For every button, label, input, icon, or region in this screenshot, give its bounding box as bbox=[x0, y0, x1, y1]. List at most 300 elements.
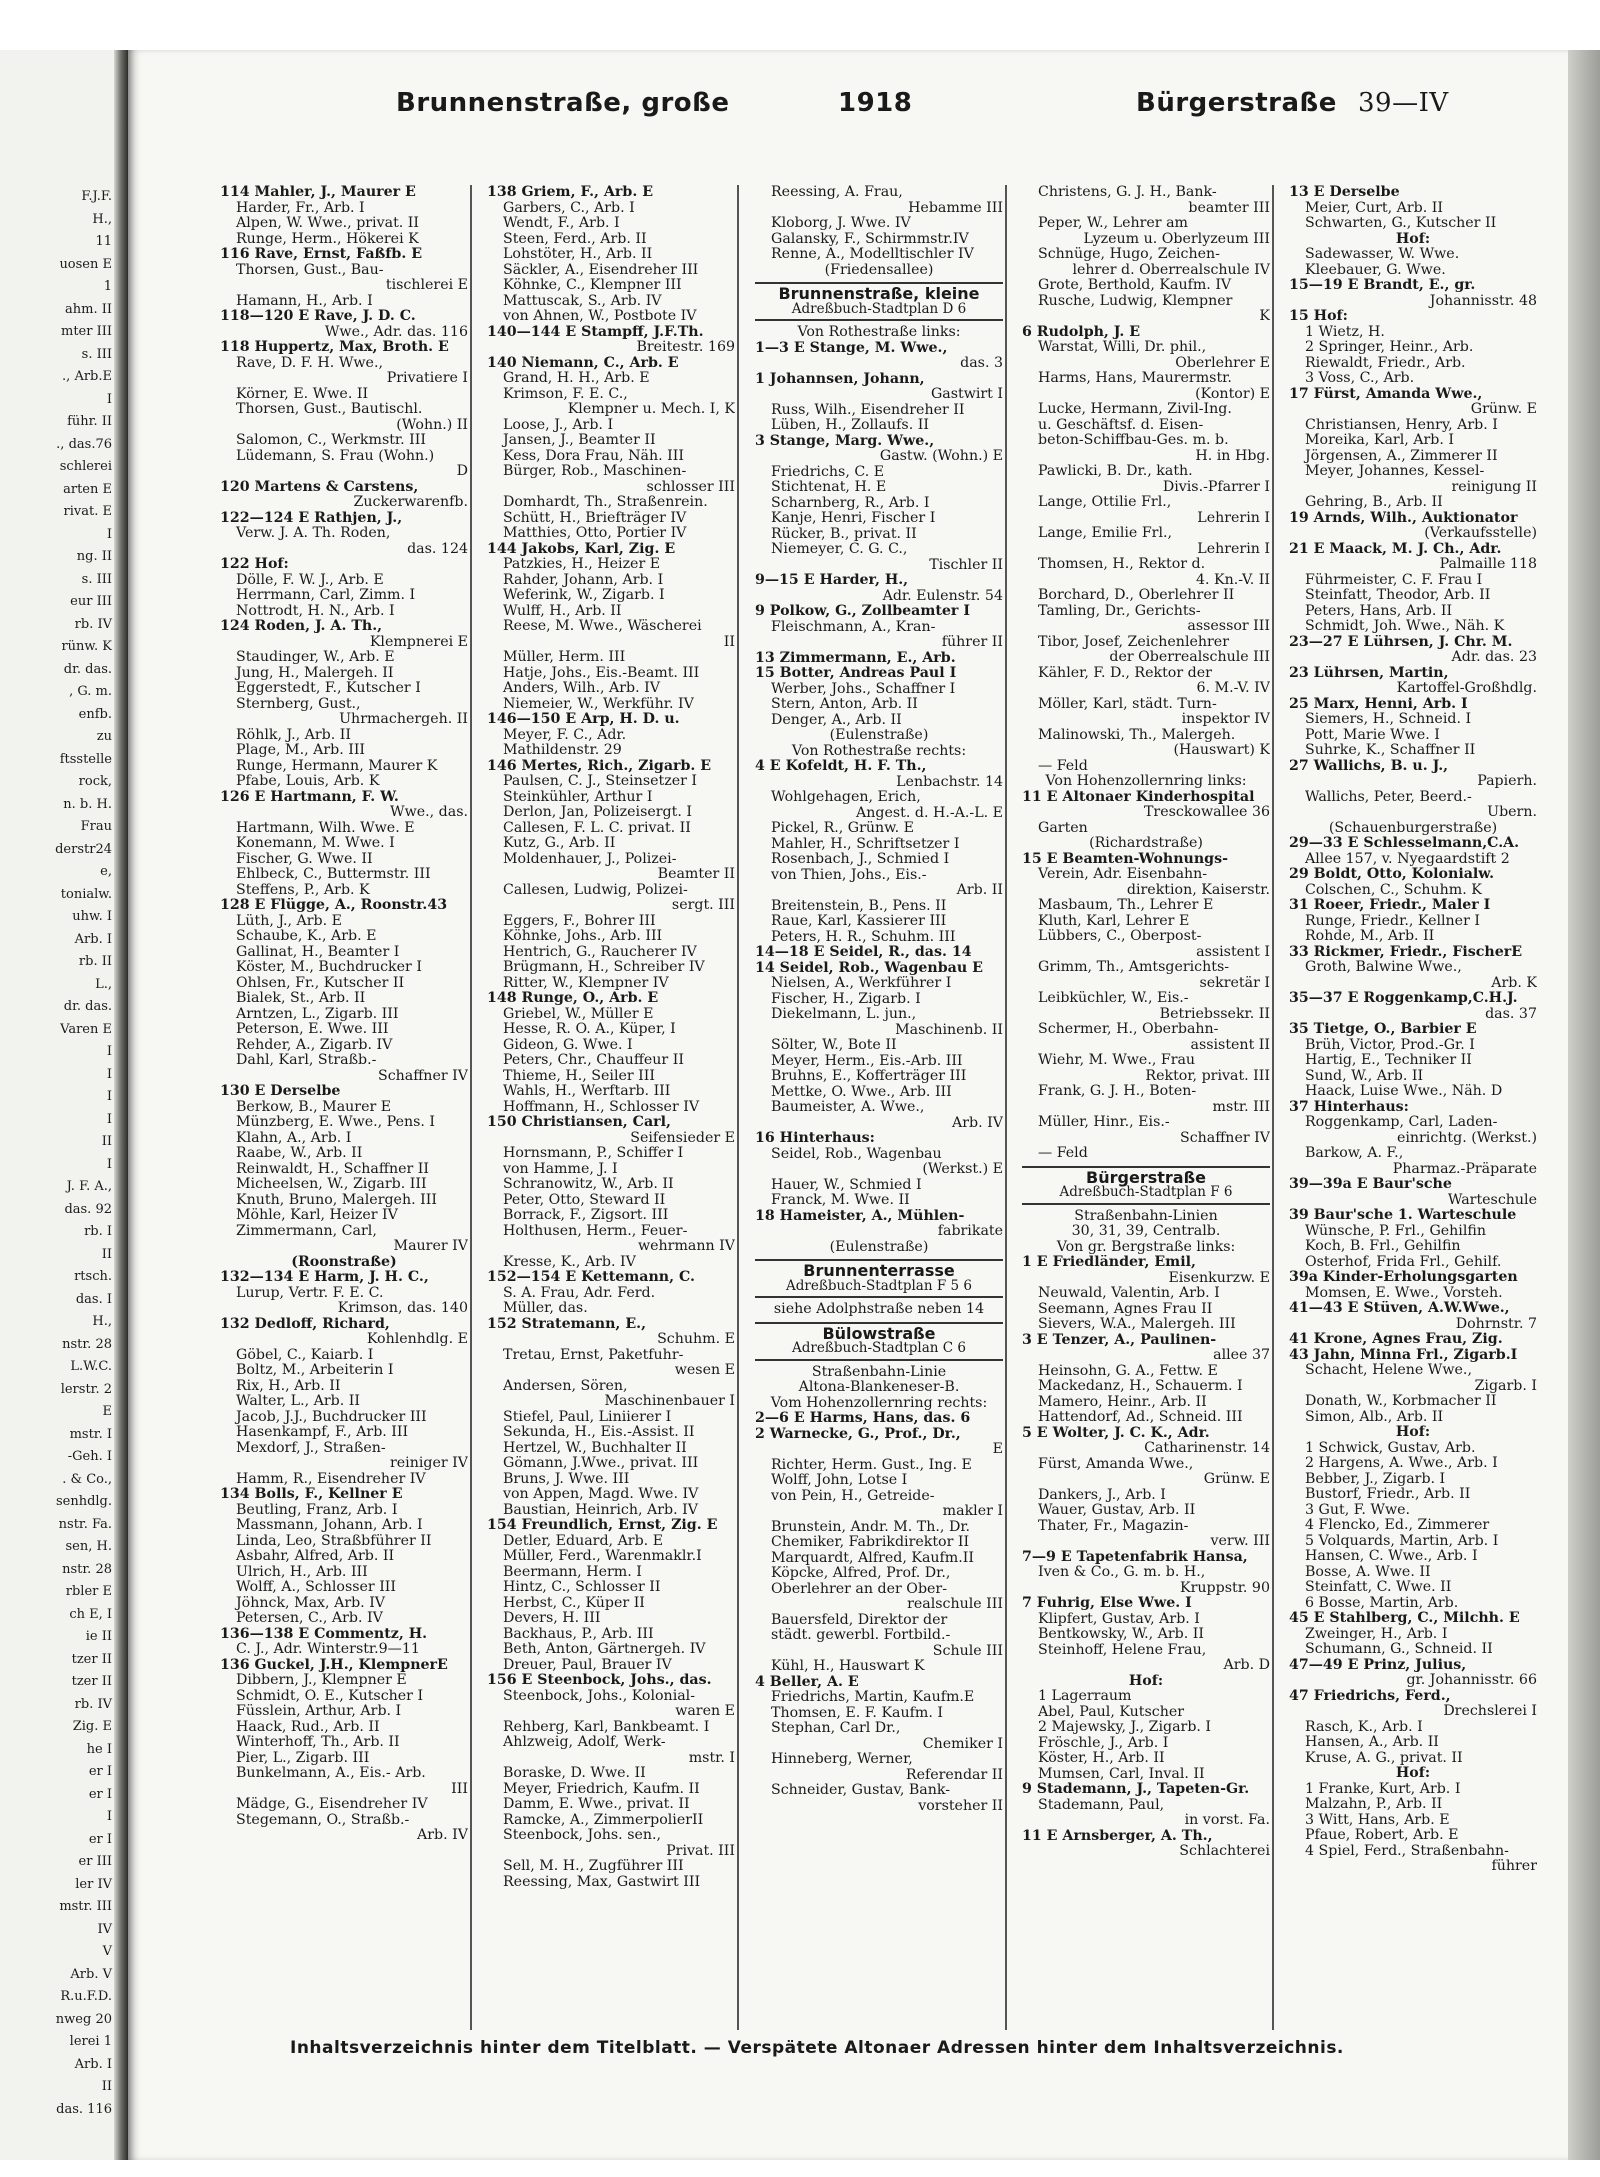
directory-entry: Scharnberg, R., Arb. I bbox=[771, 495, 930, 511]
directory-entry: Steen, Ferd., Arb. II bbox=[503, 231, 647, 247]
directory-entry: Reessing, Max, Gastwirt III bbox=[503, 1874, 701, 1890]
left-page-fragment: Arb. I bbox=[74, 931, 112, 947]
directory-entry: 152 Stratemann, E., bbox=[487, 1316, 647, 1332]
directory-entry: Patzkies, H., Heizer E bbox=[503, 557, 661, 572]
left-page-fragment: er I bbox=[88, 1831, 112, 1847]
directory-entry: 120 Martens & Carstens, bbox=[220, 479, 419, 495]
directory-entry: Schacht, Helene Wwe., bbox=[1305, 1363, 1472, 1378]
directory-entry: Dankers, J., Arb. I bbox=[1038, 1487, 1166, 1503]
directory-entry: Peters, H. R., Schuhm. III bbox=[771, 929, 956, 945]
left-page-fragment: R.u.F.D. bbox=[60, 1989, 112, 2004]
directory-entry: 136 Guckel, J.H., KlempnerE bbox=[220, 1657, 448, 1673]
directory-entry: mstr. I bbox=[688, 1750, 735, 1766]
left-page-fragment: II bbox=[101, 2079, 112, 2094]
directory-entry: Rix, H., Arb. II bbox=[236, 1378, 341, 1394]
left-page-fragment: er I bbox=[88, 1764, 112, 1779]
directory-entry: Privatiere I bbox=[386, 371, 468, 386]
directory-entry: Stephan, Carl Dr., bbox=[771, 1721, 901, 1736]
directory-entry: reiniger IV bbox=[389, 1456, 468, 1471]
directory-entry: Rektor, privat. III bbox=[1145, 1068, 1270, 1084]
directory-entry: 146—150 E Arp, H. D. u. bbox=[487, 712, 680, 727]
directory-entry: reinigung II bbox=[1451, 479, 1537, 495]
directory-entry: 18 Hameister, A., Mühlen- bbox=[755, 1208, 965, 1224]
directory-entry: Dibbern, J., Klempner E bbox=[236, 1673, 407, 1688]
directory-entry: Arb. II bbox=[956, 883, 1003, 898]
left-page-fragment: nstr. Fa. bbox=[58, 1516, 112, 1532]
header-year: 1918 bbox=[838, 88, 913, 118]
directory-entry: Richter, Herm. Gust., Ing. E bbox=[771, 1457, 972, 1473]
directory-entry: 140 Niemann, C., Arb. E bbox=[487, 355, 679, 371]
directory-entry: (Friedensallee) bbox=[824, 262, 934, 278]
directory-entry: Iven & Co., G. m. b. H., bbox=[1038, 1565, 1206, 1580]
directory-entry: Meyer, Friedrich, Kaufm. II bbox=[503, 1781, 700, 1797]
directory-entry: Hintz, C., Schlosser II bbox=[503, 1580, 661, 1595]
directory-entry: Asbahr, Alfred, Arb. II bbox=[236, 1549, 395, 1564]
directory-entry: 6 Bosse, Martin, Arb. bbox=[1305, 1595, 1459, 1611]
directory-entry: siehe Adolphstraße neben 14 bbox=[773, 1302, 985, 1317]
directory-entry: Bauersfeld, Direktor der bbox=[771, 1612, 948, 1628]
directory-entry: Knuth, Bruno, Malergeh. III bbox=[236, 1192, 437, 1208]
left-page-fragment: er I bbox=[88, 1786, 112, 1802]
left-page-fragment: uosen E bbox=[59, 256, 112, 272]
directory-entry: Pier, L., Zigarb. III bbox=[236, 1750, 370, 1766]
directory-entry: Hornsmann, P., Schiffer I bbox=[503, 1146, 684, 1161]
directory-entry: Kess, Dora Frau, Näh. III bbox=[503, 448, 684, 464]
header-street-right: Bürgerstraße bbox=[1136, 88, 1337, 118]
left-page-fragment: F.J.F. bbox=[81, 189, 112, 204]
directory-entry: 122—124 E Rathjen, J., bbox=[220, 510, 403, 526]
directory-entry: Russ, Wilh., Eisendreher II bbox=[771, 402, 965, 418]
directory-entry: Lenbachstr. 14 bbox=[896, 774, 1003, 790]
left-page-fragment: schlerei bbox=[59, 459, 112, 474]
directory-entry: Massmann, Johann, Arb. I bbox=[236, 1518, 423, 1533]
directory-entry: Dölle, F. W. J., Arb. E bbox=[236, 572, 384, 588]
directory-entry: Reese, M. Wwe., Wäscherei bbox=[503, 619, 702, 634]
left-page-fragment: führ. II bbox=[67, 414, 112, 429]
street-heading: Brunnenstraße, kleine bbox=[778, 284, 980, 303]
left-page-fragment: -Geh. I bbox=[67, 1449, 112, 1464]
directory-entry: Garten bbox=[1038, 820, 1088, 836]
directory-entry: Baumeister, A. Wwe., bbox=[771, 1100, 925, 1115]
directory-entry: in vorst. Fa. bbox=[1184, 1813, 1270, 1828]
directory-entry: 11 E Altonaer Kinderhospital bbox=[1022, 789, 1255, 805]
street-heading: Brunnenterrasse bbox=[803, 1261, 955, 1280]
directory-entry: 25 Marx, Henni, Arb. I bbox=[1289, 696, 1468, 712]
directory-entry: Bustorf, Friedr., Arb. II bbox=[1305, 1487, 1471, 1502]
directory-entry: 132—134 E Harm, J. H. C., bbox=[220, 1270, 429, 1285]
directory-entry: Krimson, F. E. C., bbox=[503, 386, 628, 402]
left-page-fragment: L., bbox=[95, 976, 112, 992]
left-page-fragment: eur III bbox=[70, 594, 112, 609]
left-page-fragment: Varen E bbox=[60, 1021, 112, 1037]
directory-entry: Renne, A., Modelltischler IV bbox=[771, 247, 974, 262]
left-page-fragment: rb. II bbox=[78, 954, 112, 969]
directory-entry: Lüben, H., Zollaufs. II bbox=[771, 418, 929, 433]
directory-entry: der Oberrealschule III bbox=[1109, 650, 1270, 665]
directory-entry: Colschen, C., Schuhm. K bbox=[1305, 882, 1482, 898]
directory-entry: u. Geschäftsf. d. Eisen- bbox=[1038, 417, 1204, 433]
directory-entry: Mattuscak, S., Arb. IV bbox=[503, 293, 662, 309]
directory-entry: Nottrodt, H. N., Arb. I bbox=[236, 603, 395, 619]
left-page-fragment: I bbox=[106, 526, 112, 542]
left-page-fragment: tonialw. bbox=[60, 886, 112, 902]
directory-entry: Führmeister, C. F. Frau I bbox=[1305, 572, 1483, 588]
directory-entry: Zuckerwarenfb. bbox=[353, 495, 468, 510]
directory-entry: Lucke, Hermann, Zivil-Ing. bbox=[1038, 402, 1232, 417]
left-page-fragment: rünw. K bbox=[61, 639, 112, 654]
directory-entry: Verein, Adr. Eisenbahn- bbox=[1038, 867, 1208, 882]
directory-entry: 5 Volquards, Martin, Arb. I bbox=[1305, 1533, 1499, 1549]
directory-entry: Schwarten, G., Kutscher II bbox=[1305, 216, 1497, 231]
directory-entry: Klempner u. Mech. I, K bbox=[567, 402, 735, 417]
directory-entry: Ahlzweig, Adolf, Werk- bbox=[503, 1735, 666, 1750]
directory-entry: Masbaum, Th., Lehrer E bbox=[1038, 898, 1214, 913]
directory-entry: 4 Spiel, Ferd., Straßenbahn- bbox=[1305, 1843, 1509, 1859]
directory-entry: Köhnke, C., Klempner III bbox=[503, 278, 682, 293]
directory-entry: Klahn, A., Arb. I bbox=[236, 1130, 352, 1146]
directory-entry: Oberlehrer an der Ober- bbox=[771, 1581, 947, 1597]
directory-entry: Wwe., das. bbox=[390, 805, 468, 820]
directory-entry: Pawlicki, B. Dr., kath. bbox=[1038, 464, 1193, 479]
directory-entry: (Verkaufsstelle) bbox=[1424, 526, 1537, 541]
directory-entry: Verw. J. A. Th. Roden, bbox=[236, 526, 391, 541]
directory-entry: von Thien, Johs., Eis.- bbox=[771, 867, 927, 883]
column-4 bbox=[1022, 185, 1270, 2030]
directory-entry: Niemeyer, C. G. C., bbox=[771, 542, 908, 557]
directory-entry: 5 E Wolter, J. C. K., Adr. bbox=[1022, 1425, 1210, 1441]
directory-entry: Staudinger, W., Arb. E bbox=[236, 650, 395, 665]
left-page-fragment: I bbox=[106, 1066, 112, 1082]
street-map-ref: Adreßbuch-Stadtplan F 5 6 bbox=[786, 1277, 972, 1294]
directory-entry: Grand, H. H., Arb. E bbox=[503, 371, 650, 386]
left-page-fragment: n. b. H. bbox=[63, 796, 112, 812]
directory-entry: Jörgensen, A., Zimmerer II bbox=[1305, 448, 1498, 464]
directory-entry: Zimmermann, Carl, bbox=[236, 1223, 377, 1239]
directory-entry: Sölter, W., Bote II bbox=[771, 1038, 897, 1053]
directory-entry: Hoffmann, H., Schlosser IV bbox=[503, 1099, 700, 1115]
directory-entry: Walter, L., Arb. II bbox=[236, 1394, 360, 1409]
directory-entry: S. A. Frau, Adr. Ferd. bbox=[503, 1285, 656, 1301]
directory-entry: Lurup, Vertr. F. E. C. bbox=[236, 1285, 384, 1301]
directory-entry: Lehrerin I bbox=[1197, 541, 1270, 557]
directory-entry: 47—49 E Prinz, Julius, bbox=[1289, 1657, 1467, 1673]
directory-entry: Eggerstedt, F., Kutscher I bbox=[236, 681, 421, 696]
directory-entry: Maschinenb. II bbox=[895, 1022, 1003, 1038]
directory-entry: Dahl, Karl, Straßb.- bbox=[236, 1053, 377, 1068]
directory-entry: Brunstein, Andr. M. Th., Dr. bbox=[771, 1519, 971, 1535]
directory-entry: Möhle, Karl, Heizer IV bbox=[236, 1208, 398, 1223]
directory-entry: 152—154 E Kettemann, C. bbox=[487, 1270, 695, 1285]
directory-entry: Kloborg, J. Wwe. IV bbox=[771, 216, 911, 231]
directory-entry: Schmidt, Joh. Wwe., Näh. K bbox=[1305, 619, 1505, 634]
directory-entry: Sekunda, H., Eis.-Assist. II bbox=[503, 1425, 695, 1440]
directory-entry: Petersen, C., Arb. IV bbox=[236, 1611, 383, 1626]
street-heading: Bürgerstraße bbox=[1086, 1167, 1206, 1187]
directory-entry: Detler, Eduard, Arb. E bbox=[503, 1533, 664, 1549]
directory-entry: 148 Runge, O., Arb. E bbox=[487, 991, 659, 1006]
column-3 bbox=[755, 185, 1003, 2030]
directory-entry: Hof: bbox=[1395, 1425, 1431, 1440]
directory-entry: realschule III bbox=[907, 1597, 1003, 1612]
directory-entry: 29 Boldt, Otto, Kolonialw. bbox=[1289, 867, 1495, 882]
directory-entry: 134 Bolls, F., Kellner E bbox=[220, 1487, 403, 1502]
directory-entry: Mathildenstr. 29 bbox=[503, 743, 622, 758]
directory-entry: Salomon, C., Werkmstr. III bbox=[236, 433, 426, 448]
directory-entry: Rehder, A., Zigarb. IV bbox=[236, 1037, 393, 1053]
directory-entry: Ehlbeck, C., Buttermstr. III bbox=[236, 867, 431, 882]
directory-entry: Rohde, M., Arb. II bbox=[1305, 929, 1435, 944]
directory-entry: Kruse, A. G., privat. II bbox=[1305, 1750, 1463, 1766]
directory-entry: Straßenbahn-Linien bbox=[1074, 1208, 1218, 1224]
directory-entry: Wahls, H., Werftarb. III bbox=[503, 1084, 671, 1099]
page-header bbox=[190, 88, 1560, 128]
directory-entry: Pickel, R., Grünw. E bbox=[771, 821, 915, 836]
left-page-fragment: I bbox=[106, 1156, 112, 1172]
directory-entry: 4 Flencko, Ed., Zimmerer bbox=[1305, 1518, 1490, 1533]
directory-entry: Micheelsen, W., Zigarb. III bbox=[236, 1177, 427, 1192]
directory-entry: Bruns, J. Wwe. III bbox=[503, 1471, 630, 1487]
directory-entry: Lübbers, C., Oberpost- bbox=[1038, 929, 1202, 944]
directory-entry: Hartig, E., Techniker II bbox=[1305, 1053, 1472, 1068]
directory-entry: Müller, Ferd., Warenmaklr.I bbox=[503, 1549, 702, 1564]
directory-entry: Sell, M. H., Zugführer III bbox=[503, 1859, 684, 1874]
directory-entry: Peterson, E. Wwe. III bbox=[236, 1022, 389, 1037]
directory-entry: Callesen, Ludwig, Polizei- bbox=[503, 882, 688, 898]
directory-entry: Maurer IV bbox=[393, 1239, 468, 1254]
directory-entry: Rusche, Ludwig, Klempner bbox=[1038, 293, 1233, 309]
left-page-fragment: nweg 20 bbox=[55, 2011, 112, 2027]
directory-entry: Bialek, St., Arb. II bbox=[236, 991, 366, 1006]
directory-entry: 140—144 E Stampff, J.F.Th. bbox=[487, 324, 704, 340]
left-page-fragment: zu bbox=[96, 729, 112, 744]
left-page-fragment: arten E bbox=[63, 481, 112, 497]
directory-entry: Wendt, F., Arb. I bbox=[503, 216, 620, 231]
directory-entry: Hentrich, G., Raucherer IV bbox=[503, 944, 697, 960]
directory-entry: 1 Franke, Kurt, Arb. I bbox=[1305, 1781, 1461, 1797]
directory-entry: Ulrich, H., Arb. III bbox=[236, 1564, 368, 1580]
directory-entry: Röhlk, J., Arb. II bbox=[236, 727, 351, 743]
header-street-left: Brunnenstraße, große bbox=[396, 88, 730, 118]
directory-entry: Bentkowsky, W., Arb. II bbox=[1038, 1627, 1204, 1642]
directory-entry: Jöhnck, Max, Arb. IV bbox=[236, 1595, 386, 1611]
directory-entry: Holthusen, Herm., Feuer- bbox=[503, 1223, 688, 1239]
directory-entry: Beermann, Herm. I bbox=[503, 1564, 642, 1580]
directory-entry: 1 Schwick, Gustav, Arb. bbox=[1305, 1440, 1476, 1456]
directory-entry: Schütt, H., Briefträger IV bbox=[503, 510, 687, 526]
left-page-fragment: 11 bbox=[95, 234, 112, 249]
directory-entry: Steenbock, Johs. sen., bbox=[503, 1828, 662, 1843]
directory-entry: Bebber, J., Zigarb. I bbox=[1305, 1471, 1446, 1487]
directory-entry: Weferink, W., Zigarb. I bbox=[503, 588, 665, 603]
directory-entry: Hof: bbox=[1395, 1766, 1431, 1781]
directory-entry: 43 Jahn, Minna Frl., Zigarb.I bbox=[1289, 1347, 1518, 1363]
directory-entry: 1 Wietz, H. bbox=[1305, 324, 1385, 340]
directory-entry: Palmaille 118 bbox=[1439, 557, 1537, 572]
directory-entry: Moldenhauer, J., Polizei- bbox=[503, 851, 677, 867]
left-page-fragment: ahm. II bbox=[65, 301, 112, 317]
directory-entry: Zweinger, H., Arb. I bbox=[1305, 1626, 1448, 1642]
directory-entry: Bürger, Rob., Maschinen- bbox=[503, 464, 687, 479]
directory-entry: Meyer, F. C., Adr. bbox=[503, 727, 627, 743]
directory-entry: Gastwirt I bbox=[930, 387, 1003, 402]
directory-entry: Drechslerei I bbox=[1443, 1704, 1537, 1719]
directory-entry: 6. M.-V. IV bbox=[1196, 681, 1270, 696]
directory-entry: 33 Rickmer, Friedr., FischerE bbox=[1289, 944, 1523, 960]
directory-entry: Schneider, Gustav, Bank- bbox=[771, 1783, 951, 1798]
directory-entry: Hamm, R., Eisendreher IV bbox=[236, 1471, 426, 1487]
directory-entry: Beth, Anton, Gärtnergeh. IV bbox=[503, 1642, 706, 1657]
directory-entry: 122 Hof: bbox=[220, 557, 289, 572]
directory-entry: Lüth, J., Arb. E bbox=[236, 913, 343, 929]
directory-entry: Köster, M., Buchdrucker I bbox=[236, 960, 422, 975]
directory-entry: Hesse, R. O. A., Küper, I bbox=[503, 1022, 676, 1037]
directory-entry: direktion, Kaiserstr. bbox=[1126, 882, 1270, 898]
directory-entry: 7 Fuhrig, Else Wwe. I bbox=[1022, 1596, 1192, 1611]
directory-entry: sergt. III bbox=[671, 898, 735, 913]
directory-entry: Steinhoff, Helene Frau, bbox=[1038, 1642, 1207, 1658]
directory-entry: Sund, W., Arb. II bbox=[1305, 1068, 1424, 1084]
directory-entry: (Richardstraße) bbox=[1089, 836, 1203, 851]
directory-entry: wehrmann IV bbox=[637, 1239, 735, 1254]
directory-entry: Papierh. bbox=[1477, 774, 1537, 789]
directory-entry: 2 Hargens, A. Wwe., Arb. I bbox=[1305, 1456, 1498, 1471]
directory-entry: Moreika, Karl, Arb. I bbox=[1305, 433, 1454, 448]
directory-entry: Catharinenstr. 14 bbox=[1144, 1441, 1270, 1456]
directory-entry: Derlon, Jan, Polizeisergt. I bbox=[503, 805, 692, 820]
directory-entry: Straßenbahn-Linie bbox=[811, 1364, 947, 1380]
directory-entry: 136—138 E Commentz, H. bbox=[220, 1626, 428, 1642]
directory-entry: III bbox=[451, 1781, 468, 1797]
directory-entry: wesen E bbox=[674, 1363, 735, 1378]
directory-entry: Hasenkampf, F., Arb. III bbox=[236, 1425, 409, 1440]
directory-entry: 15 Botter, Andreas Paul I bbox=[755, 666, 957, 681]
directory-entry: Breitenstein, B., Pens. II bbox=[771, 898, 947, 914]
left-page-fragment: I bbox=[106, 1089, 112, 1104]
directory-entry: 11 E Arnsberger, A. Th., bbox=[1022, 1828, 1213, 1844]
directory-entry: Arb. IV bbox=[952, 1115, 1003, 1131]
directory-entry: Gömann, J.Wwe., privat. III bbox=[503, 1456, 699, 1471]
directory-entry: Rasch, K., Arb. I bbox=[1305, 1719, 1423, 1735]
directory-entry: Stichtenat, H. E bbox=[771, 480, 887, 495]
directory-entry: 39a Kinder-Erholungsgarten bbox=[1289, 1270, 1518, 1285]
left-page-fragment: I bbox=[106, 1044, 112, 1059]
directory-entry: 7—9 E Tapetenfabrik Hansa, bbox=[1022, 1549, 1248, 1565]
directory-entry: allee 37 bbox=[1213, 1348, 1270, 1363]
directory-entry: Osterhof, Frida Frl., Gehilf. bbox=[1305, 1254, 1502, 1270]
directory-entry: 39—39a E Baur'sche bbox=[1289, 1177, 1452, 1192]
directory-entry: Klempnerei E bbox=[369, 634, 468, 650]
left-page-fragment: mstr. III bbox=[59, 1899, 112, 1914]
directory-entry: inspektor IV bbox=[1181, 712, 1270, 727]
directory-entry: Hartmann, Wilh. Wwe. E bbox=[236, 820, 415, 836]
left-page-fragment: ., das.76 bbox=[56, 436, 112, 452]
directory-entry: 3 Witt, Hans, Arb. E bbox=[1305, 1812, 1450, 1828]
directory-entry: 37 Hinterhaus: bbox=[1289, 1099, 1409, 1115]
directory-entry: Wallichs, Peter, Beerd.- bbox=[1305, 789, 1472, 805]
directory-entry: Referendar II bbox=[905, 1767, 1003, 1783]
directory-entry: fabrikate bbox=[937, 1224, 1003, 1239]
directory-entry: Christens, G. J. H., Bank- bbox=[1038, 185, 1217, 200]
directory-entry: Münzberg, E. Wwe., Pens. I bbox=[236, 1115, 436, 1130]
left-page-fragment: V bbox=[102, 1944, 112, 1959]
directory-entry: Von Rothestraße rechts: bbox=[791, 743, 967, 759]
directory-entry: Hebamme III bbox=[908, 200, 1003, 216]
directory-entry: 15—19 E Brandt, E., gr. bbox=[1289, 278, 1476, 293]
directory-entry: Klipfert, Gustav, Arb. I bbox=[1038, 1611, 1200, 1627]
left-page-fragment: , G. m. bbox=[69, 684, 112, 699]
directory-entry: Angest. d. H.-A.-L. E bbox=[856, 805, 1003, 821]
directory-entry: Garbers, C., Arb. I bbox=[503, 200, 635, 216]
directory-entry: 29—33 E Schlesselmann,C.A. bbox=[1289, 836, 1520, 851]
directory-entry: Lohstöter, H., Arb. II bbox=[503, 247, 653, 262]
directory-entry: Chemiker, Fabrikdirektor II bbox=[771, 1535, 970, 1550]
directory-entry: Devers, H. III bbox=[503, 1611, 601, 1626]
left-page-fragment: II bbox=[101, 1246, 112, 1262]
directory-entry: Adr. Eulenstr. 54 bbox=[882, 588, 1003, 604]
directory-entry: 116 Rave, Ernst, Faßfb. E bbox=[220, 247, 423, 262]
directory-entry: Werber, Johs., Schaffner I bbox=[771, 681, 956, 697]
directory-entry: 9—15 E Harder, H., bbox=[755, 573, 909, 588]
directory-entry: Riewaldt, Friedr., Arb. bbox=[1305, 355, 1466, 371]
directory-entry: 132 Dedloff, Richard, bbox=[220, 1316, 390, 1332]
book-gutter bbox=[114, 50, 128, 2160]
left-page-fragment: J. F. A., bbox=[66, 1179, 112, 1194]
left-page-fragment: enfb. bbox=[78, 706, 112, 722]
directory-entry: Seifensieder E bbox=[630, 1130, 735, 1146]
left-page-fragment: das. I bbox=[75, 1291, 112, 1307]
directory-entry: Johannisstr. 48 bbox=[1429, 293, 1537, 309]
directory-entry: Beutling, Franz, Arb. I bbox=[236, 1502, 398, 1518]
directory-entry: Wulff, H., Arb. II bbox=[503, 603, 622, 619]
directory-entry: Beamter II bbox=[657, 867, 735, 882]
directory-entry: Göbel, C., Kaiarb. I bbox=[236, 1347, 374, 1363]
directory-entry: Schranowitz, W., Arb. II bbox=[503, 1177, 674, 1192]
left-page-fragment: he I bbox=[86, 1741, 112, 1757]
directory-entry: Christiansen, Henry, Arb. I bbox=[1305, 417, 1498, 433]
directory-entry: Domhardt, Th., Straßenrein. bbox=[503, 495, 708, 510]
directory-entry: Kruppstr. 90 bbox=[1180, 1580, 1270, 1596]
street-map-ref: Adreßbuch-Stadtplan F 6 bbox=[1059, 1184, 1233, 1200]
left-page-fragment: s. III bbox=[81, 346, 112, 362]
directory-entry: Jung, H., Malergeh. II bbox=[236, 665, 394, 681]
directory-entry: Kleebauer, G. Wwe. bbox=[1305, 262, 1446, 278]
left-facing-page bbox=[0, 50, 128, 2160]
directory-entry: Lange, Ottilie Frl., bbox=[1038, 495, 1172, 510]
directory-entry: Frank, G. J. H., Boten- bbox=[1038, 1084, 1197, 1099]
directory-entry: 45 E Stahlberg, C., Milchh. E bbox=[1289, 1611, 1520, 1626]
directory-entry: 15 E Beamten-Wohnungs- bbox=[1022, 851, 1228, 867]
directory-entry: Meyer, Herm., Eis.-Arb. III bbox=[771, 1053, 963, 1069]
directory-entry: (Hauswart) K bbox=[1173, 743, 1270, 758]
directory-entry: Gehring, B., Arb. II bbox=[1305, 495, 1443, 510]
directory-entry: 126 E Hartmann, F. W. bbox=[220, 789, 399, 805]
directory-entry: 35—37 E Roggenkamp,C.H.J. bbox=[1289, 991, 1518, 1006]
directory-entry: waren E bbox=[675, 1704, 735, 1719]
directory-entry: Wolff, John, Lotse I bbox=[771, 1473, 908, 1488]
directory-entry: Loose, J., Arb. I bbox=[503, 417, 614, 433]
directory-entry: Simon, Alb., Arb. II bbox=[1305, 1409, 1444, 1425]
directory-entry: Fürst, Amanda Wwe., bbox=[1038, 1456, 1194, 1472]
directory-entry: Maschinenbauer I bbox=[604, 1394, 735, 1409]
directory-entry: Privat. III bbox=[666, 1843, 735, 1859]
directory-entry: Kluth, Karl, Lehrer E bbox=[1038, 913, 1190, 929]
directory-entry: sekretär I bbox=[1199, 975, 1270, 991]
left-page-fragment: das. 116 bbox=[56, 2101, 112, 2117]
directory-entry: beton-Schiffbau-Ges. m. b. bbox=[1038, 433, 1229, 448]
directory-columns bbox=[220, 185, 1535, 2030]
directory-entry: 138 Griem, F., Arb. E bbox=[487, 185, 654, 200]
directory-entry: Schlachterei bbox=[1179, 1844, 1270, 1859]
